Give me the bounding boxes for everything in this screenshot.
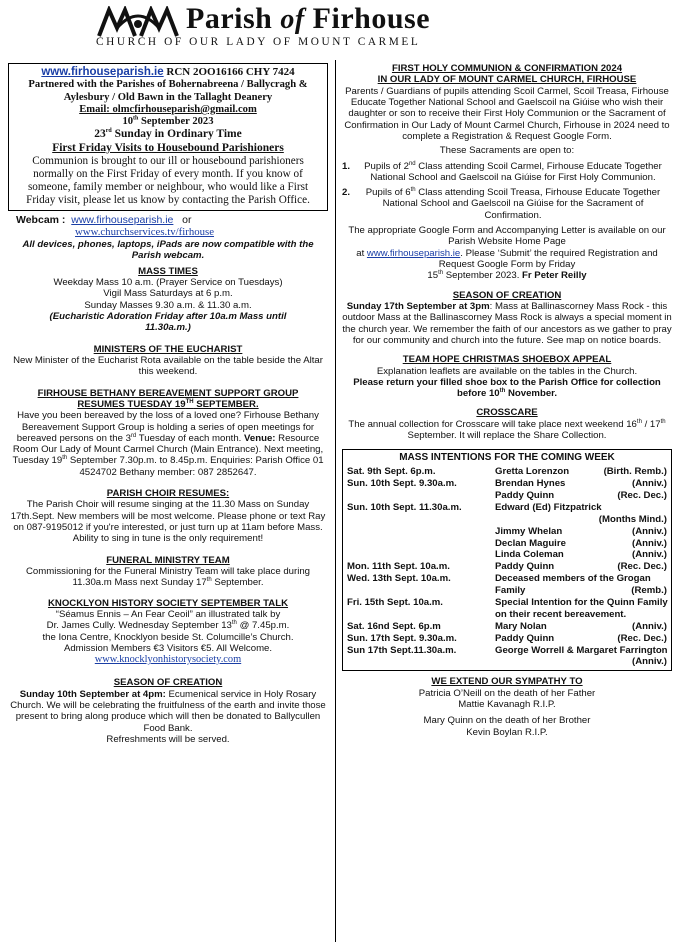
intention-date (347, 609, 495, 621)
sympathy-section (342, 676, 672, 738)
intention-date: Sun 17th Sept.11.30a.m. (347, 644, 457, 656)
crosscare-text: The annual collection for Crosscare will take place next weekend 16th / 17th September. It will replace the Share Collection. (348, 418, 666, 442)
intention-date: Sun. 10th Sept. 11.30a.m. (347, 501, 462, 513)
bereavement-text: Have you been bereaved by the loss of a loved one? Firhouse Bethany Bereavement Support Group is holding a series of open meetings for bereaved persons on the 3rd Tuesday of each month. Venue: Resource Room Our Lady of Mount Carmel Church (Main Entrance). Next meeting, Tuesday 19th September 7.30p.m. to 8.45p.m. Enquiries: Parish Office 01 4524702 Bethany member: 087 2852647. (12, 410, 324, 478)
table-row (347, 656, 667, 668)
intention-name: Paddy Quinn (495, 632, 555, 644)
webcam-label: Webcam : (16, 214, 66, 227)
intention-name (495, 514, 599, 526)
left-column (8, 63, 328, 745)
partnered-parishes: Partnered with the Parishes of Bohernabreena / Ballycragh & Aylesbury / Old Bawn in the Tallaght Deanery (28, 79, 308, 103)
knocklyon-admission: Admission Members €3 Visitors €5. All Welcome. (63, 642, 273, 654)
table-row (347, 597, 667, 609)
column-divider (335, 60, 336, 942)
knocklyon-title: KNOCKLYON HISTORY SOCIETY SEPTEMBER TALK (47, 597, 289, 609)
intention-date (347, 656, 495, 668)
funeral-section (8, 555, 328, 589)
intention-name: Jimmy Whelan (495, 525, 563, 537)
knocklyon-talk: “Séamus Ennis – An Fear Ceoil” an illustrated talk by (55, 608, 281, 620)
shoebox-title: TEAM HOPE CHRISTMAS SHOEBOX APPEAL (402, 354, 612, 366)
parish-subtitle: CHURCH OF OUR LADY OF MOUNT CARMEL (96, 36, 421, 48)
shoebox-return: Please return your filled shoe box to the Parish Office for collection before 10th November. (353, 376, 661, 400)
crosscare-section (342, 407, 672, 441)
charity-number: RCN 2OO16166 CHY 7424 (163, 66, 295, 78)
intention-date: Sat. 16nd Sept. 6p.m (347, 620, 441, 632)
creation-left-text: Sunday 10th September at 4pm: Ecumenical service in Holy Rosary Church. We will be celebrating the fruitfulness of the earth and invite those present to bring along produce which will then be donated to Ballycullen Food Bank. (10, 688, 326, 734)
communion-section (342, 63, 672, 282)
parish-title: Parish of Firhouse (186, 2, 431, 35)
shoebox-text: Explanation leaflets are available on the tables in the Church. (376, 365, 638, 377)
table-row (347, 549, 667, 561)
intention-name: Paddy Quinn (495, 489, 555, 501)
intention-kind: (Anniv.) (632, 478, 667, 490)
signature: Fr Peter Reilly (522, 270, 587, 282)
intention-date: Sat. 9th Sept. 6p.m. (347, 466, 436, 478)
choir-requirement: Ability to sing in tune is the only requirement! (72, 533, 264, 545)
mass-times-title: MASS TIMES (138, 265, 198, 277)
intention-name: Gretta Lorenzon (495, 466, 570, 478)
communion-form-info: The appropriate Google Form and Accompanying Letter is available on our Parish Website Home Page (348, 225, 666, 248)
ministers-title: MINISTERS OF THE EUCHARIST (93, 343, 243, 355)
intention-date: Fri. 15th Sept. 10a.m. (347, 596, 443, 608)
table-row (347, 573, 667, 585)
creation-left-refreshments: Refreshments will be served. (106, 733, 230, 745)
mass-intentions-box (342, 449, 672, 671)
table-row (347, 514, 667, 526)
ministers-text: New Minister of the Eucharist Rota available on the table beside the Altar this weekend. (13, 354, 323, 378)
table-row (347, 609, 667, 621)
intention-name: Declan Maguire (495, 537, 566, 549)
table-row (347, 645, 667, 657)
creation-left-section (8, 677, 328, 745)
ministers-section (8, 344, 328, 378)
website-link[interactable]: www.firhouseparish.ie (41, 66, 164, 78)
table-row (347, 466, 667, 478)
right-column (342, 63, 672, 738)
mass-times-adoration: (Eucharistic Adoration Friday after 10a.m Mass until 11.30a.m.) (49, 311, 287, 334)
sacrament-list (342, 161, 672, 222)
funeral-text: Commissioning for the Funeral Ministry Team will take place during 11.30a.m Mass next Sunday 17th September. (25, 565, 311, 589)
bulletin-date: 10th September 2023 (122, 115, 214, 128)
intention-date (347, 585, 495, 597)
bereavement-subtitle: RESUMES TUESDAY 19TH SEPTEMBER. (77, 398, 259, 410)
knocklyon-speaker: Dr. James Cully. Wednesday September 13th @ 7.45p.m. (46, 620, 290, 632)
intention-date: Sun. 10th Sept. 9.30a.m. (347, 478, 457, 490)
mass-times-sunday: Sunday Masses 9.30 a.m. & 11.30 a.m. (84, 299, 252, 311)
communion-submit: at www.firhouseparish.ie. Please ‘Submit’ the required Registration and Request Google Form by Friday (356, 247, 658, 270)
communion-subtitle: IN OUR LADY OF MOUNT CARMEL CHURCH, FIRHOUSE (377, 74, 637, 86)
webcam-or: or (182, 214, 192, 227)
intention-date (347, 490, 495, 502)
knocklyon-venue: the Iona Centre, Knocklyon beside St. Columcille’s Church. (42, 631, 294, 643)
funeral-title: FUNERAL MINISTRY TEAM (106, 554, 230, 566)
intention-name: Family (495, 585, 526, 597)
mass-intentions-list (347, 466, 667, 668)
creation-right-title: SEASON OF CREATION (452, 289, 562, 301)
intention-kind: (Anniv.) (632, 620, 667, 632)
intention-name: on their recent bereavement. (495, 608, 627, 620)
table-row (347, 621, 667, 633)
intention-kind: (Anniv.) (632, 656, 667, 668)
sympathy-line-3: Mary Quinn on the death of her Brother (423, 715, 591, 727)
intention-kind: (Anniv.) (632, 549, 667, 561)
intention-kind: (Rec. Dec.) (617, 632, 667, 644)
communion-title: FIRST HOLY COMMUNION & CONFIRMATION 2024 (391, 63, 623, 74)
webcam-link-parish[interactable]: www.firhouseparish.ie (71, 214, 174, 227)
intention-name: Brendan Hynes (495, 478, 566, 490)
communion-deadline: 15th September 2023. Fr Peter Reilly (427, 270, 587, 282)
mass-intentions-title: MASS INTENTIONS FOR THE COMING WEEK (399, 452, 615, 464)
intention-kind: (Anniv.) (632, 525, 667, 537)
intention-kind: (Rec. Dec.) (617, 561, 667, 573)
intention-name: George Worrell & Margaret Farrington (495, 644, 668, 656)
intention-name: Edward (Ed) Fitzpatrick (495, 501, 602, 513)
creation-right-section (342, 290, 672, 347)
table-row (347, 633, 667, 645)
sympathy-line-4: Kevin Boylan R.I.P. (466, 726, 548, 738)
table-row (347, 478, 667, 490)
intention-date (347, 549, 495, 561)
intention-date: Mon. 11th Sept. 10a.m. (347, 561, 450, 573)
intention-name: Special Intention for the Quinn Family (495, 596, 668, 608)
first-friday-title: First Friday Visits to Housebound Parishioners (52, 141, 284, 154)
crosscare-title: CROSSCARE (476, 407, 538, 419)
choir-title: PARISH CHOIR RESUMES: (106, 488, 230, 500)
table-row (347, 561, 667, 573)
intention-kind: (Months Mind.) (598, 513, 667, 525)
table-row (347, 490, 667, 502)
bereavement-title: FIRHOUSE BETHANY BEREAVEMENT SUPPORT GROUP (37, 387, 299, 399)
intention-kind: (Anniv.) (632, 537, 667, 549)
intention-date (347, 538, 495, 550)
mass-times-weekday: Weekday Mass 10 a.m. (Prayer Service on Tuesdays) (53, 277, 283, 289)
intention-name: Paddy Quinn (495, 561, 555, 573)
intention-date (347, 526, 495, 538)
intention-kind: (Remb.) (631, 585, 667, 597)
intention-name: Deceased members of the Grogan (495, 573, 651, 585)
webcam-note: All devices, phones, laptops, iPads are now compatible with the Parish webcam. (22, 239, 314, 262)
mass-times-vigil: Vigil Mass Saturdays at 6 p.m. (103, 288, 233, 300)
knocklyon-section (8, 598, 328, 667)
webcam-section (8, 214, 328, 262)
parish-logo-icon (95, 6, 181, 40)
choir-section (8, 488, 328, 545)
webcam-link-churchservices[interactable]: www.churchservices.tv/firhouse (75, 226, 215, 239)
communion-website-link[interactable]: www.firhouseparish.ie (366, 247, 461, 259)
liturgical-sunday: 23rd Sunday in Ordinary Time (94, 128, 242, 141)
creation-left-title: SEASON OF CREATION (113, 677, 223, 689)
communion-open-to: These Sacraments are open to: (439, 145, 575, 157)
email-address[interactable]: Email: olmcfirhouseparish@gmail.com (79, 103, 257, 115)
intention-kind: (Birth. Remb.) (603, 466, 667, 478)
mass-times-section (8, 266, 328, 334)
intention-name: Mary Nolan (495, 620, 547, 632)
intention-date: Sun. 17th Sept. 9.30a.m. (347, 632, 457, 644)
intention-name (495, 656, 632, 668)
table-row (347, 585, 667, 597)
sympathy-line-2: Mattie Kavanagh R.I.P. (458, 698, 556, 710)
parish-info-box (8, 63, 328, 211)
sympathy-title: WE EXTEND OUR SYMPATHY TO (431, 676, 583, 688)
intention-date (347, 514, 495, 526)
table-row (347, 538, 667, 550)
masthead (0, 0, 677, 52)
intention-name: Linda Coleman (495, 549, 564, 561)
table-row (347, 502, 667, 514)
knocklyon-link[interactable]: www.knocklyonhistorysociety.com (94, 654, 242, 666)
shoebox-section (342, 354, 672, 399)
creation-right-text: Sunday 17th September at 3pm: Mass at Ballinascorney Mass Rock - this outdoor Mass at the Ballinascorney Mass Rock is always a special moment in the church year. We remember the faith of our ancestors as we gather to pray for our community and church into the future. See map on notice boards. (342, 300, 672, 346)
table-row (347, 526, 667, 538)
list-item: 1. Pupils of 2nd Class attending Scoil Carmel, Firhouse Educate Together National School and Gaelscoil na Giúise for First Holy Communion. (342, 160, 662, 183)
intention-date: Wed. 13th Sept. 10a.m. (347, 573, 451, 585)
sympathy-line-1: Patricia O’Neill on the death of her Father (418, 687, 596, 699)
communion-intro: Parents / Guardians of pupils attending Scoil Carmel, Scoil Treasa, Firhouse Educate Together National School and Gaelscoil na Giúise who wish their daughter or son to receive their First Holy Communion or the Sacrament of Confirmation in Our Lady of Mount Carmel Church, Firhouse in 2024 need to complete a Registration & Request Google Form. (344, 85, 670, 142)
choir-text: The Parish Choir will resume singing at the 11.30 Mass on Sunday 17th.Sept. New members will be most welcome. Please phone or text Ray on 087-9195012 if you're interested, or just turn up at 11am before Mass. (10, 499, 326, 534)
list-item: 2. Pupils of 6th Class attending Scoil Treasa, Firhouse Educate Together National School and Gaelscoil na Giúise for the Sacrament of Confirmation. (342, 186, 661, 221)
intention-kind: (Rec. Dec.) (617, 489, 667, 501)
bereavement-section (8, 388, 328, 479)
first-friday-text: Communion is brought to our ill or housebound parishioners normally on the First Friday of every month. If you know of someone, family member or neighbour, who would like a First Friday visit, please let us know by contacting the Parish Office. (26, 155, 310, 207)
